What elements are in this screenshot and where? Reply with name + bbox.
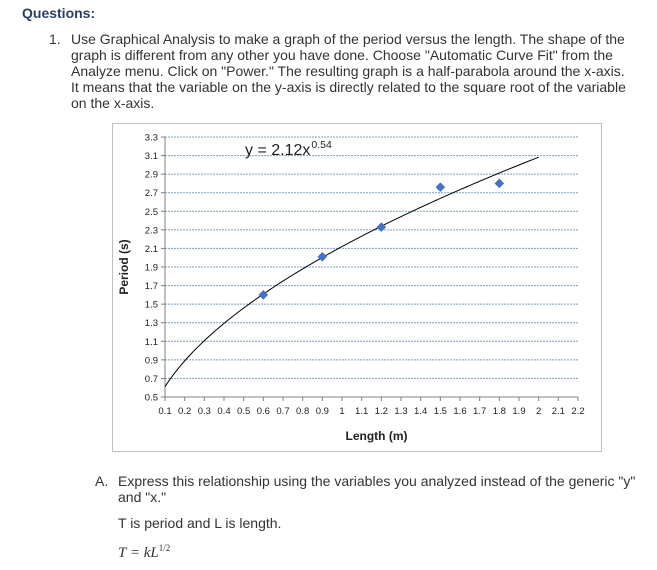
x-tick-label: 0.9 — [315, 406, 329, 417]
y-tick-label: 2.5 — [144, 206, 158, 218]
x-tick-label: 1.9 — [512, 406, 526, 417]
x-tick-label: 0.3 — [197, 406, 211, 417]
y-tick-label: 2.7 — [144, 188, 158, 200]
x-tick-label: 2.2 — [571, 406, 585, 417]
period-vs-length-chart — [112, 123, 602, 452]
questions-heading: Questions: — [22, 5, 96, 21]
sub-question-letter: A. — [95, 473, 109, 489]
trendline-equation: y = 2.12x — [245, 142, 311, 159]
x-tick-label: 0.2 — [178, 406, 192, 417]
x-tick-label: 1.1 — [355, 406, 369, 417]
y-tick-label: 3.3 — [144, 132, 158, 144]
y-tick-label: 1.3 — [144, 318, 158, 330]
x-tick-label: 1.5 — [433, 406, 447, 417]
trendline-equation-exponent: 0.54 — [311, 139, 332, 151]
y-tick-label: 0.9 — [144, 355, 158, 367]
question-number: 1. — [49, 31, 61, 47]
y-tick-label: 1.9 — [144, 262, 158, 274]
chart-svg — [113, 124, 601, 451]
x-tick-label: 1.3 — [394, 406, 408, 417]
x-tick-label: 2.1 — [551, 406, 565, 417]
formula-base: T = kL — [118, 545, 159, 561]
x-tick-label: 1.4 — [414, 406, 428, 417]
data-point — [318, 252, 327, 261]
x-tick-label: 2 — [536, 406, 542, 417]
formula — [118, 543, 170, 562]
x-tick-label: 0.7 — [276, 406, 290, 417]
y-axis-title: Period (s) — [117, 239, 131, 295]
x-axis-title: Length (m) — [345, 429, 408, 443]
data-point — [495, 179, 504, 188]
y-tick-label: 2.9 — [144, 169, 158, 181]
x-tick-label: 1.8 — [492, 406, 506, 417]
y-tick-label: 1.1 — [144, 336, 158, 348]
x-tick-label: 0.8 — [296, 406, 310, 417]
y-tick-label: 1.5 — [144, 299, 158, 311]
answer-text: T is period and L is length. — [118, 515, 282, 531]
power-trendline — [165, 157, 539, 386]
x-tick-label: 1.6 — [453, 406, 467, 417]
x-tick-label: 1.7 — [473, 406, 487, 417]
x-tick-label: 0.1 — [158, 406, 172, 417]
x-tick-label: 0.6 — [256, 406, 270, 417]
y-tick-label: 2.1 — [144, 243, 158, 255]
y-tick-label: 0.5 — [144, 392, 158, 404]
y-tick-label: 3.1 — [144, 151, 158, 163]
sub-question-text: Express this relationship using the variables you analyzed instead of the generic "y" and "x." — [118, 473, 636, 505]
y-tick-label: 1.7 — [144, 281, 158, 293]
x-tick-label: 0.4 — [217, 406, 231, 417]
y-tick-label: 2.3 — [144, 225, 158, 237]
question-text: Use Graphical Analysis to make a graph of the period versus the length. The shape of the graph is different from any other you have done. Choose "Automatic Curve Fit" from the Analyze menu. Click on "Power." The resulting graph is a half-parabola around the x-axis. It means that the variable on the y-axis is directly related to the square root of the variable on the x-axis. — [71, 31, 626, 111]
x-tick-label: 1 — [339, 406, 345, 417]
x-tick-label: 0.5 — [237, 406, 251, 417]
formula-exponent: 1/2 — [158, 543, 171, 553]
x-tick-label: 1.2 — [374, 406, 388, 417]
data-point — [436, 183, 445, 192]
y-tick-label: 0.7 — [144, 373, 158, 385]
